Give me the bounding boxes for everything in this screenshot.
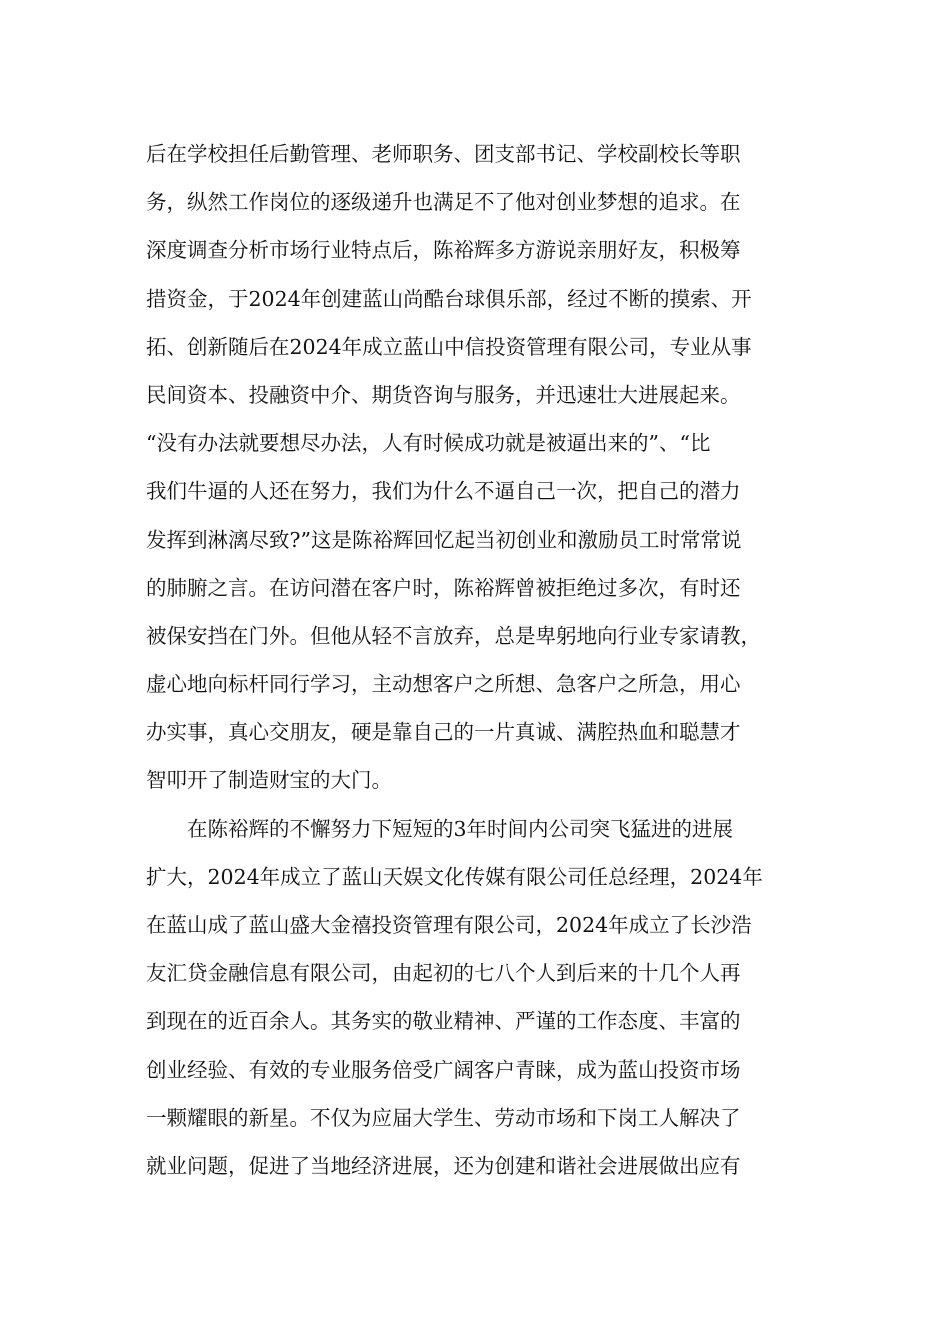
text-line-12: 虚心地向标杆同行学习，主动想客户之所想、急客户之所急，用心 [146, 672, 741, 697]
text-line-16: 扩大，2024年成立了蓝山天娱文化传媒有限公司任总经理，2024年 [146, 864, 763, 889]
text-line-4: 措资金，于2024年创建蓝山尚酷台球俱乐部，经过不断的摸索、开 [146, 286, 752, 311]
text-line-2: 务，纵然工作岗位的逐级递升也满足不了他对创业梦想的追求。在 [146, 190, 741, 215]
text-line-13: 办实事，真心交朋友，硬是靠自己的一片真诚、满腔热血和聪慧才 [146, 720, 741, 745]
text-line-9: 发挥到淋漓尽致?”这是陈裕辉回忆起当初创业和激励员工时常常说 [146, 527, 742, 552]
text-line-19: 到现在的近百余人。其务实的敬业精神、严谨的工作态度、丰富的 [146, 1009, 741, 1034]
text-line-8: 我们牛逼的人还在努力，我们为什么不逼自己一次，把自己的潜力 [146, 479, 741, 504]
text-line-10: 的肺腑之言。在访问潜在客户时，陈裕辉曾被拒绝过多次，有时还 [146, 575, 741, 600]
text-line-7: “没有办法就要想尽办法，人有时候成功就是被逼出来的”、“比 [146, 431, 711, 456]
text-line-1: 后在学校担任后勤管理、老师职务、团支部书记、学校副校长等职 [146, 142, 741, 166]
text-line-3: 深度调查分析市场行业特点后，陈裕辉多方游说亲朋好友，积极筹 [146, 238, 741, 263]
text-line-14: 智叩开了制造财宝的大门。 [146, 768, 392, 793]
text-line-5: 拓、创新随后在2024年成立蓝山中信投资管理有限公司，专业从事 [146, 334, 752, 359]
text-line-11: 被保安挡在门外。但他从轻不言放弃，总是卑躬地向行业专家请教， [146, 623, 761, 648]
text-line-17: 在蓝山成了蓝山盛大金禧投资管理有限公司，2024年成立了长沙浩 [146, 913, 752, 937]
body-text [146, 130, 822, 1190]
text-line-22: 就业问题，促进了当地经济进展，还为创建和谐社会进展做出应有 [146, 1153, 741, 1178]
text-line-6: 民间资本、投融资中介、期货咨询与服务，并迅速壮大进展起来。 [146, 382, 741, 407]
paragraph-start-line: 在陈裕辉的不懈努力下短短的3年时间内公司突飞猛进的进展 [187, 816, 734, 841]
text-line-21: 一颗耀眼的新星。不仅为应届大学生、劳动市场和下岗工人解决了 [146, 1105, 741, 1130]
text-line-20: 创业经验、有效的专业服务倍受广阔客户青睐，成为蓝山投资市场 [146, 1057, 741, 1082]
text-line-18: 友汇贷金融信息有限公司，由起初的七八个人到后来的十几个人再 [146, 961, 741, 986]
